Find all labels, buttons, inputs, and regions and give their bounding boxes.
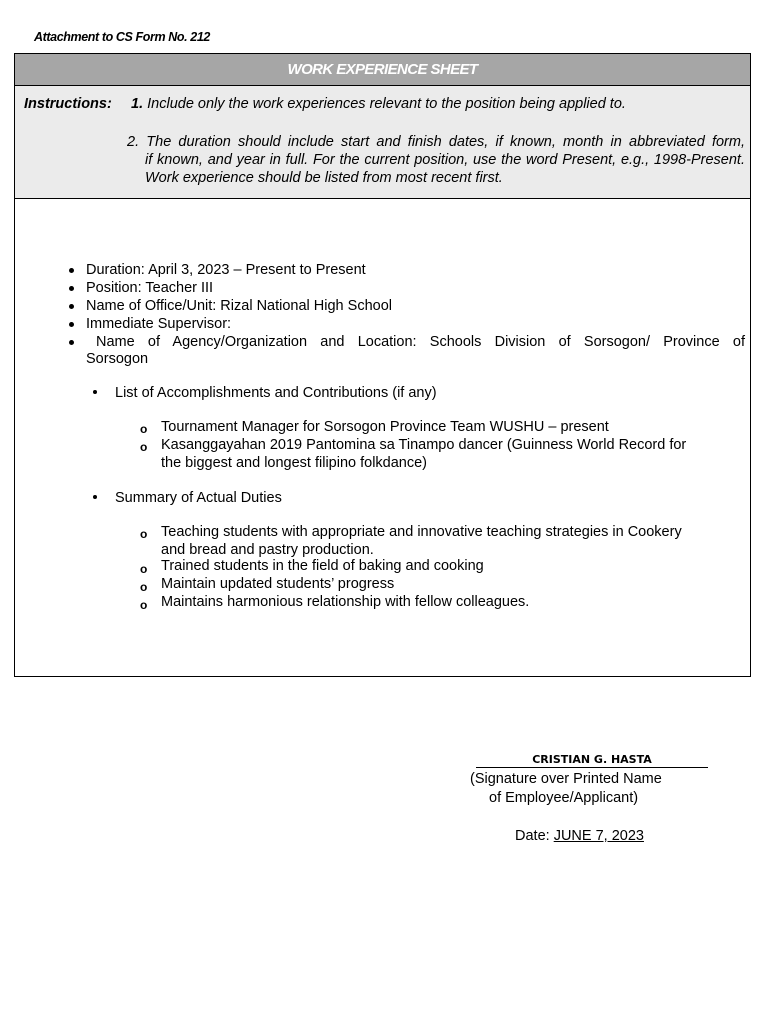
duration-line: Duration: April 3, 2023 – Present to Present bbox=[86, 262, 366, 278]
duty-item-continued: and bread and pastry production. bbox=[161, 542, 374, 558]
instruction-item-2-line1: 2. The duration should include start and finish dates, if known, month in abbreviated form, bbox=[127, 134, 745, 150]
supervisor-line: Immediate Supervisor: bbox=[86, 316, 232, 332]
bullet-dot bbox=[93, 495, 97, 499]
duty-item: Maintain updated students’ progress bbox=[161, 576, 395, 592]
instructions-label: Instructions: bbox=[24, 96, 112, 112]
duty-item: Maintains harmonious relationship with fellow colleagues. bbox=[161, 594, 530, 610]
accomplishment-item: Tournament Manager for Sorsogon Province Team WUSHU – present bbox=[161, 419, 609, 435]
bullet-dot bbox=[93, 390, 97, 394]
instruction-item-2-rest: if known, and year in full. For the current position, use the word Present, e.g., 1998-Present. Work experience should be listed from most recent first. bbox=[145, 152, 745, 186]
bullet-dot bbox=[69, 286, 74, 291]
date-label: Date: bbox=[515, 828, 554, 844]
agency-line-2: Sorsogon bbox=[86, 351, 149, 367]
accomplishment-item-continued: the biggest and longest filipino folkdance) bbox=[161, 455, 428, 471]
signature-caption-line2: of Employee/Applicant) bbox=[489, 790, 639, 806]
attachment-label: Attachment to CS Form No. 212 bbox=[34, 30, 210, 44]
bullet-dot bbox=[69, 340, 74, 345]
sub-bullet-o: o bbox=[140, 580, 148, 594]
instruction-item-1-number: 1. bbox=[131, 96, 144, 112]
date-line bbox=[515, 828, 644, 844]
office-line: Name of Office/Unit: Rizal National High School bbox=[86, 298, 392, 314]
duty-item: Teaching students with appropriate and innovative teaching strategies in Cookery bbox=[161, 524, 682, 540]
sub-bullet-o: o bbox=[140, 440, 148, 454]
accomplishments-heading: List of Accomplishments and Contributions (if any) bbox=[115, 385, 437, 401]
sub-bullet-o: o bbox=[140, 422, 148, 436]
agency-line-1: Name of Agency/Organization and Location: Schools Division of Sorsogon/ Province of bbox=[96, 334, 745, 350]
signature-caption-line1: (Signature over Printed Name bbox=[470, 771, 662, 787]
signature-printed-name: CRISTIAN G. HASTA bbox=[476, 753, 708, 768]
sub-bullet-o: o bbox=[140, 562, 148, 576]
duty-item: Trained students in the field of baking and cooking bbox=[161, 558, 484, 574]
instruction-item-1-text: Include only the work experiences relevant to the position being applied to. bbox=[147, 96, 626, 112]
work-experience-sheet bbox=[14, 53, 751, 677]
signature-caption bbox=[470, 770, 662, 808]
bullet-dot bbox=[69, 304, 74, 309]
sub-bullet-o: o bbox=[140, 527, 148, 541]
sub-bullet-o: o bbox=[140, 598, 148, 612]
instruction-item-1 bbox=[131, 96, 626, 112]
accomplishment-item: Kasanggayahan 2019 Pantomina sa Tinampo dancer (Guinness World Record for bbox=[161, 437, 687, 453]
duties-heading: Summary of Actual Duties bbox=[115, 490, 282, 506]
bullet-dot bbox=[69, 268, 74, 273]
sheet-title: WORK EXPERIENCE SHEET bbox=[15, 54, 750, 86]
date-value: JUNE 7, 2023 bbox=[553, 828, 644, 844]
position-line: Position: Teacher III bbox=[86, 280, 214, 296]
instructions-panel bbox=[15, 86, 750, 199]
bullet-dot bbox=[69, 322, 74, 327]
instruction-item-2 bbox=[127, 133, 745, 187]
